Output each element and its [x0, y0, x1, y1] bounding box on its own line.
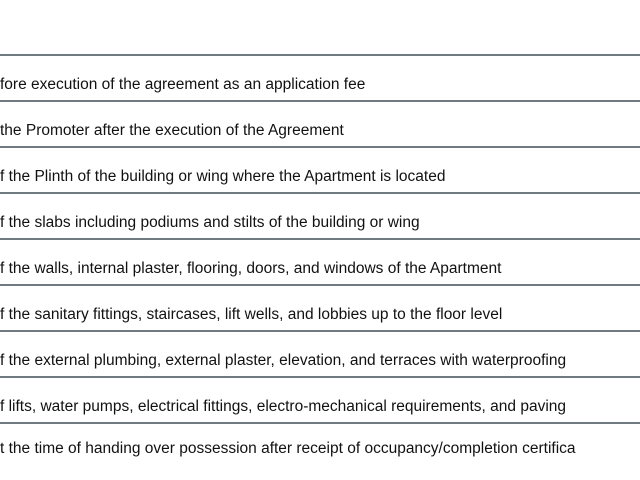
table-row: [0, 56, 640, 102]
row-text: fore execution of the agreement as an application fee: [0, 76, 366, 93]
row-text: the Promoter after the execution of the Agreement: [0, 122, 344, 139]
row-text: f the slabs including podiums and stilts of the building or wing: [0, 214, 420, 231]
table-row: [0, 148, 640, 194]
row-text: t the time of handing over possession after receipt of occupancy/completion certifica: [0, 440, 576, 457]
table-row: [0, 240, 640, 286]
table-row: [0, 194, 640, 240]
table-row: [0, 332, 640, 378]
row-text: f lifts, water pumps, electrical fittings, electro-mechanical requirements, and paving: [0, 398, 566, 415]
table-row: [0, 424, 640, 470]
row-text: f the walls, internal plaster, flooring, doors, and windows of the Apartment: [0, 260, 502, 277]
table-row: [0, 378, 640, 424]
table-row: [0, 286, 640, 332]
table-row: [0, 10, 640, 56]
row-text: f the external plumbing, external plaster, elevation, and terraces with waterproofing: [0, 352, 567, 369]
row-text: f the sanitary fittings, staircases, lift wells, and lobbies up to the floor level: [0, 306, 503, 323]
table-row: [0, 102, 640, 148]
row-text: f the Plinth of the building or wing where the Apartment is located: [0, 168, 446, 185]
